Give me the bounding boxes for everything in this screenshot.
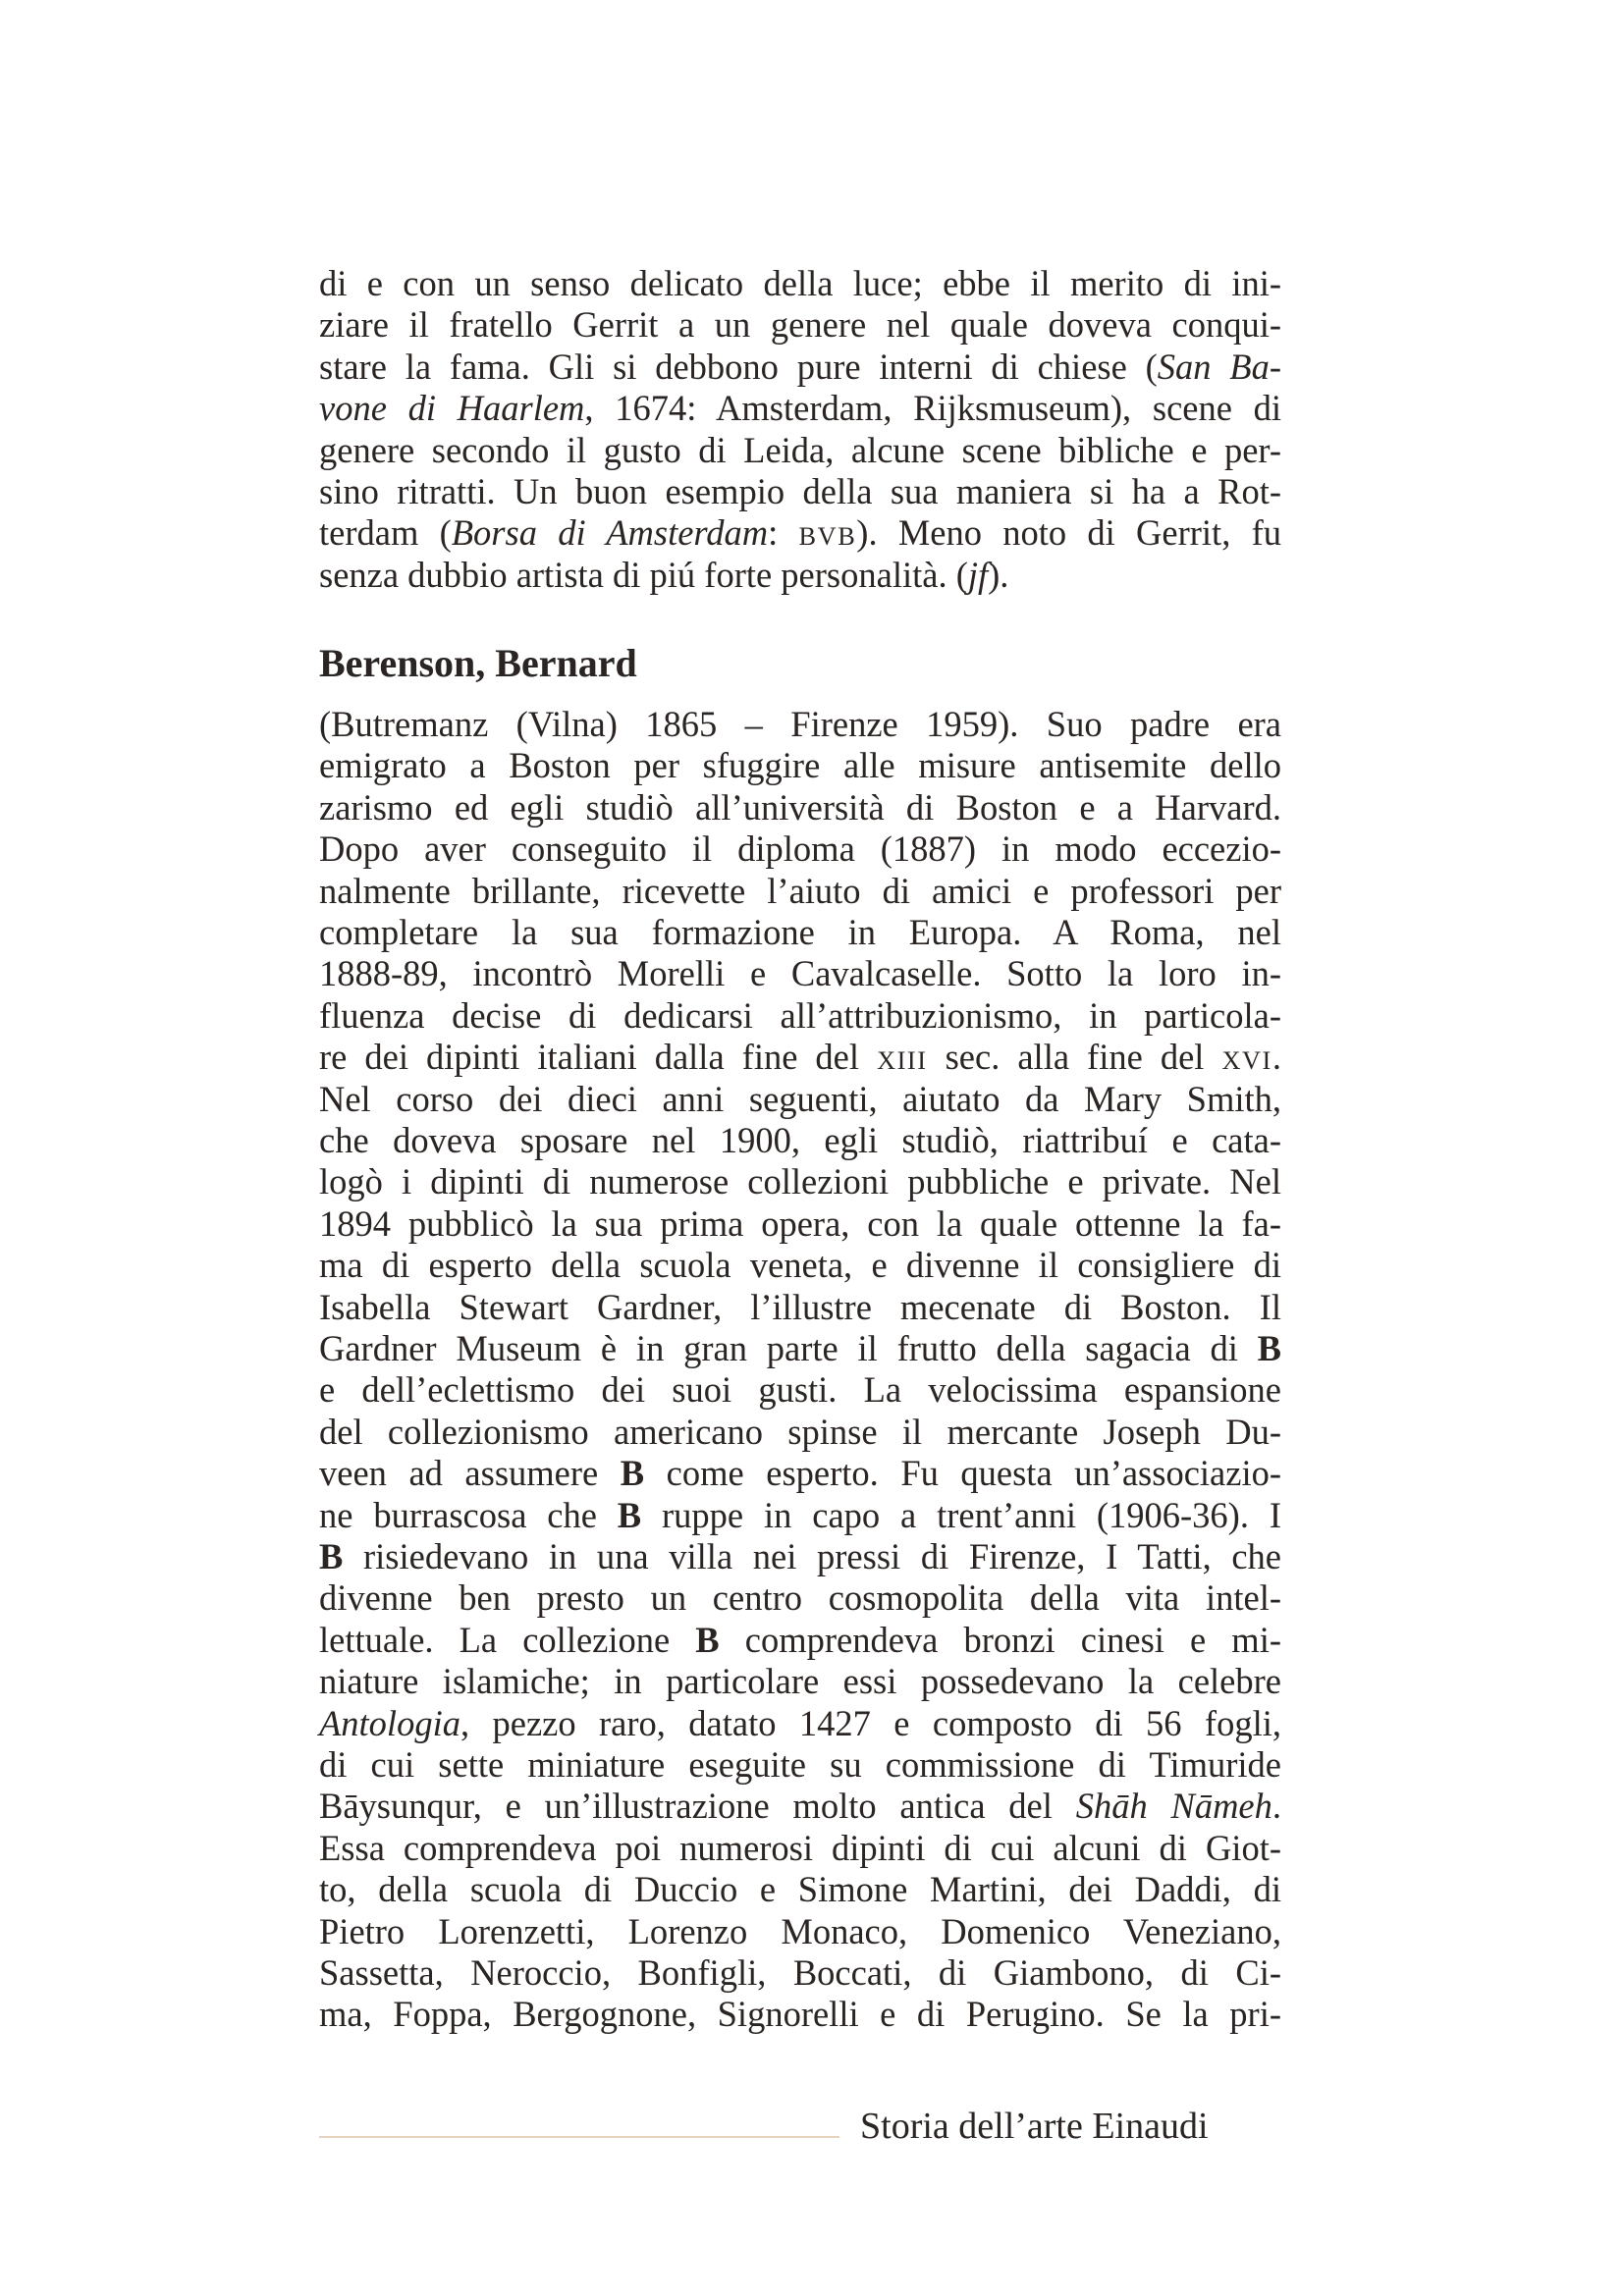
line-text: risiedevano in una villa nei pressi di Firenze, I Tatti, che [343,1536,1281,1576]
text-line [319,1536,1281,1577]
text-line [319,1079,1281,1120]
text-line [319,1661,1281,1702]
text-line [319,995,1281,1037]
line-text: , pezzo raro, datato 1427 e composto di 56 fogli, [460,1702,1281,1743]
line-text: Pietro Lorenzetti, Lorenzo Monaco, Domenico Veneziano, [319,1910,1281,1951]
text-line [319,1328,1281,1369]
line-text: nalmente brillante, ricevette l’aiuto di amici e professori per [319,870,1281,911]
text-line [319,1952,1281,1994]
line-text: che doveva sposare nel 1900, egli studiò, riattribuí e cata- [319,1120,1281,1160]
line-text: , 1674: Amsterdam, Rijksmuseum), scene di [584,388,1281,429]
italic-title: Borsa di Amsterdam [451,512,769,554]
line-text: (Butremanz (Vilna) 1865 – Firenze 1959). Suo padre era [319,704,1281,744]
text-line [319,1120,1281,1161]
line-text: completare la sua formazione in Europa. A Roma, nel [319,912,1281,952]
italic-title: Antologia [319,1702,460,1743]
line-text: Dopo aver conseguito il diploma (1887) in modo eccezio- [319,828,1281,870]
text-line [319,787,1281,828]
bold-abbreviation: B [617,1494,642,1535]
line-text: ma, Foppa, Bergognone, Signorelli e di Perugino. Se la pri- [319,1994,1281,2035]
text-line [319,871,1281,912]
text-line [319,430,1281,471]
line-text: come esperto. Fu questa un’associazio- [644,1453,1281,1494]
line-text: di e con un senso delicato della luce; ebbe il merito di ini- [319,263,1281,303]
text-line [319,1161,1281,1202]
bold-abbreviation: B [695,1619,720,1660]
line-text: ne burrascosa che [319,1494,618,1535]
text-line [319,704,1281,745]
small-caps-text: XVI [1221,1046,1272,1076]
text-line [319,1828,1281,1869]
line-text: 1888-89, incontrò Morelli e Cavalcaselle. Sotto la loro in- [319,953,1281,994]
line-text: . [1271,1037,1281,1078]
small-caps-text: XIII [877,1046,928,1076]
line-text: Gardner Museum è in gran parte il frutto della sagacia di [319,1328,1258,1368]
line-text: 1894 pubblicò la sua prima opera, con la quale ottenne la fa- [319,1202,1281,1244]
text-line [319,471,1281,512]
text-line [319,1869,1281,1910]
line-text: to, della scuola di Duccio e Simone Martini, dei Daddi, di [319,1869,1281,1910]
line-text: Isabella Stewart Gardner, l’illustre mecenate di Boston. Il [319,1286,1281,1327]
text-line [319,1577,1281,1619]
line-text: ). Meno noto di Gerrit, fu [856,512,1281,554]
text-line [319,1744,1281,1786]
line-text: ruppe in capo a trent’anni (1906-36). I [641,1494,1281,1535]
small-caps-text: BVB [798,522,857,552]
italic-title: vone di Haarlem [319,388,585,429]
line-text: Nel corso dei dieci anni seguenti, aiutato da Mary Smith, [319,1078,1281,1119]
text-line [319,1287,1281,1328]
line-text: veen ad assumere [319,1453,621,1494]
line-text: e dell’eclettismo dei suoi gusti. La velocissima espansione [319,1369,1281,1411]
line-text: re dei dipinti italiani dalla fine del [319,1037,878,1078]
footer-rule [319,2136,839,2138]
line-text: Essa comprendeva poi numerosi dipinti di cui alcuni di Giot- [319,1827,1281,1868]
text-line [319,1495,1281,1536]
text-line [319,1703,1281,1744]
text-line [319,512,1281,558]
line-text: di cui sette miniature eseguite su commissione di Timuride [319,1744,1281,1785]
italic-title: San Ba- [1157,346,1281,387]
text-line [319,304,1281,346]
text-line [319,1203,1281,1245]
text-line [319,1620,1281,1661]
text-line [319,388,1281,429]
entry-title: Berenson, Bernard [319,641,637,685]
line-text: del collezionismo americano spinse il mercante Joseph Du- [319,1411,1281,1452]
italic-title: Shāh Nāmeh [1075,1786,1272,1827]
line-text: sino ritratti. Un buon esempio della sua maniera si ha a Rot- [319,471,1281,511]
bold-abbreviation: B [620,1453,645,1494]
text-line [319,263,1281,304]
line-text: senza dubbio artista di piú forte personalità. ( [319,554,968,595]
text-line [319,828,1281,870]
line-text: stare la fama. Gli si debbono pure interni di chiese ( [319,346,1158,387]
line-text: ). [988,554,1009,595]
line-text: zarismo ed egli studiò all’università di Boston e a Harvard. [319,786,1281,828]
text-line [319,555,1281,596]
line-text: genere secondo il gusto di Leida, alcune scene bibliche e per- [319,429,1281,470]
line-text: terdam ( [319,512,452,554]
line-text: fluenza decise di dedicarsi all’attribuzionismo, in particola- [319,994,1281,1036]
text-line [319,953,1281,994]
text-line [319,1245,1281,1286]
text-line [319,1037,1281,1082]
line-text: divenne ben presto un centro cosmopolita della vita intel- [319,1577,1281,1619]
line-text: comprendeva bronzi cinesi e mi- [719,1619,1281,1660]
text-line [319,1369,1281,1411]
text-line [319,1412,1281,1453]
line-text: emigrato a Boston per sfuggire alle misure antisemite dello [319,745,1281,786]
footer-title: Storia dell’arte Einaudi [860,2106,1209,2147]
bold-abbreviation: B [319,1536,344,1576]
line-text: . [1271,1786,1281,1827]
line-text: niature islamiche; in particolare essi possedevano la celebre [319,1661,1281,1702]
text-line [319,347,1281,388]
line-text: ziare il fratello Gerrit a un genere nel quale doveva conqui- [319,304,1281,346]
bold-abbreviation: B [1257,1328,1281,1368]
text-line [319,1911,1281,1952]
line-text: logò i dipinti di numerose collezioni pubbliche e private. Nel [319,1161,1281,1202]
line-text: : [768,512,799,554]
text-line [319,1786,1281,1827]
line-text: Bāysunqur, e un’illustrazione molto antica del [319,1786,1076,1827]
text-line [319,912,1281,953]
line-text: ma di esperto della scuola veneta, e divenne il consigliere di [319,1245,1281,1286]
line-text: Sassetta, Neroccio, Bonfigli, Boccati, di Giambono, di Ci- [319,1952,1281,1993]
line-text: sec. alla fine del [927,1037,1222,1078]
text-line [319,1453,1281,1494]
text-line [319,1994,1281,2035]
italic-title: jf [967,554,989,595]
line-text: lettuale. La collezione [319,1619,696,1660]
text-line [319,745,1281,786]
